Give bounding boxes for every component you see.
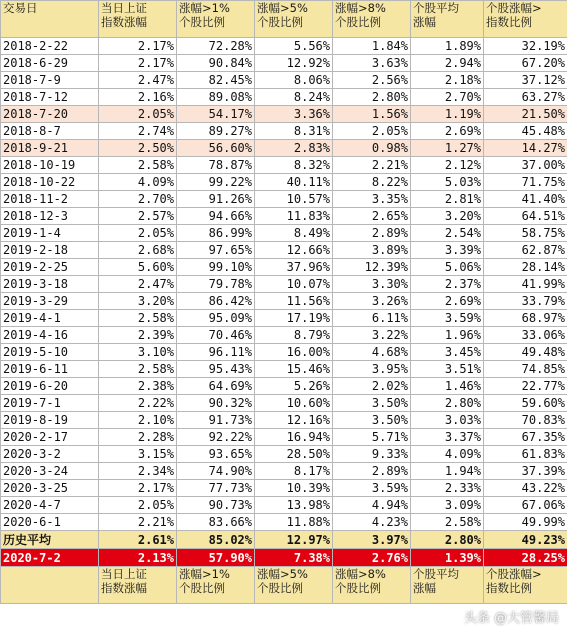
value-cell: 3.30% <box>333 276 411 293</box>
value-cell: 17.19% <box>255 310 333 327</box>
table-row <box>1 123 567 140</box>
table-row <box>1 378 567 395</box>
value-cell: 2.33% <box>411 480 484 497</box>
value-cell: 8.24% <box>255 89 333 106</box>
date-cell: 2019-6-11 <box>1 361 99 378</box>
date-cell: 2018-11-2 <box>1 191 99 208</box>
table-row <box>1 55 567 72</box>
value-cell: 8.17% <box>255 463 333 480</box>
value-cell: 2.68% <box>99 242 177 259</box>
footer-col-1: 当日上证 指数涨幅 <box>99 567 177 604</box>
value-cell: 4.09% <box>411 446 484 463</box>
date-cell: 2020-3-2 <box>1 446 99 463</box>
value-cell: 2.17% <box>99 38 177 55</box>
value-cell: 5.60% <box>99 259 177 276</box>
value-cell: 10.07% <box>255 276 333 293</box>
value-cell: 91.73% <box>177 412 255 429</box>
table-row <box>1 208 567 225</box>
date-cell: 2019-3-18 <box>1 276 99 293</box>
value-cell: 3.97% <box>333 531 411 549</box>
value-cell: 90.32% <box>177 395 255 412</box>
value-cell: 12.16% <box>255 412 333 429</box>
value-cell: 15.46% <box>255 361 333 378</box>
footer-col-3: 涨幅>5% 个股比例 <box>255 567 333 604</box>
value-cell: 8.79% <box>255 327 333 344</box>
value-cell: 12.92% <box>255 55 333 72</box>
value-cell: 54.17% <box>177 106 255 123</box>
value-cell: 3.50% <box>333 395 411 412</box>
value-cell: 3.59% <box>411 310 484 327</box>
value-cell: 1.94% <box>411 463 484 480</box>
value-cell: 2.17% <box>99 55 177 72</box>
value-cell: 2.83% <box>255 140 333 157</box>
value-cell: 2.39% <box>99 327 177 344</box>
value-cell: 2.89% <box>333 463 411 480</box>
value-cell: 59.60% <box>484 395 567 412</box>
date-cell: 2019-2-25 <box>1 259 99 276</box>
value-cell: 5.26% <box>255 378 333 395</box>
value-cell: 49.23% <box>484 531 567 549</box>
current-row <box>1 549 567 567</box>
value-cell: 2.80% <box>333 89 411 106</box>
value-cell: 28.25% <box>484 549 567 567</box>
value-cell: 2.34% <box>99 463 177 480</box>
value-cell: 97.65% <box>177 242 255 259</box>
value-cell: 8.06% <box>255 72 333 89</box>
table-row <box>1 242 567 259</box>
average-row <box>1 531 567 549</box>
value-cell: 2.47% <box>99 276 177 293</box>
value-cell: 49.48% <box>484 344 567 361</box>
footer-col-6: 个股涨幅> 指数比例 <box>484 567 567 604</box>
value-cell: 3.50% <box>333 412 411 429</box>
date-cell: 2018-2-22 <box>1 38 99 55</box>
value-cell: 4.68% <box>333 344 411 361</box>
value-cell: 40.11% <box>255 174 333 191</box>
value-cell: 3.15% <box>99 446 177 463</box>
value-cell: 3.59% <box>333 480 411 497</box>
value-cell: 1.84% <box>333 38 411 55</box>
value-cell: 10.57% <box>255 191 333 208</box>
value-cell: 1.46% <box>411 378 484 395</box>
date-cell: 2019-7-1 <box>1 395 99 412</box>
table-row <box>1 276 567 293</box>
value-cell: 2.10% <box>99 412 177 429</box>
value-cell: 16.94% <box>255 429 333 446</box>
value-cell: 2.69% <box>411 293 484 310</box>
value-cell: 2.05% <box>99 225 177 242</box>
header-col-2: 涨幅>1% 个股比例 <box>177 1 255 38</box>
value-cell: 3.95% <box>333 361 411 378</box>
value-cell: 61.83% <box>484 446 567 463</box>
value-cell: 58.75% <box>484 225 567 242</box>
value-cell: 93.65% <box>177 446 255 463</box>
value-cell: 2.28% <box>99 429 177 446</box>
value-cell: 86.99% <box>177 225 255 242</box>
value-cell: 90.73% <box>177 497 255 514</box>
value-cell: 3.36% <box>255 106 333 123</box>
value-cell: 11.83% <box>255 208 333 225</box>
value-cell: 62.87% <box>484 242 567 259</box>
table-row <box>1 412 567 429</box>
value-cell: 2.12% <box>411 157 484 174</box>
value-cell: 1.89% <box>411 38 484 55</box>
value-cell: 91.26% <box>177 191 255 208</box>
value-cell: 33.79% <box>484 293 567 310</box>
value-cell: 2.05% <box>333 123 411 140</box>
value-cell: 77.73% <box>177 480 255 497</box>
table-row <box>1 463 567 480</box>
value-cell: 2.74% <box>99 123 177 140</box>
table-header <box>1 1 567 38</box>
header-col-6: 个股涨幅> 指数比例 <box>484 1 567 38</box>
value-cell: 72.28% <box>177 38 255 55</box>
value-cell: 32.19% <box>484 38 567 55</box>
date-cell: 2020-6-1 <box>1 514 99 531</box>
table-row <box>1 140 567 157</box>
value-cell: 2.16% <box>99 89 177 106</box>
value-cell: 2.56% <box>333 72 411 89</box>
footer-col-4: 涨幅>8% 个股比例 <box>333 567 411 604</box>
value-cell: 28.50% <box>255 446 333 463</box>
table-row <box>1 395 567 412</box>
table-body <box>1 38 567 567</box>
date-cell: 2018-10-19 <box>1 157 99 174</box>
value-cell: 8.32% <box>255 157 333 174</box>
value-cell: 2.58% <box>99 361 177 378</box>
value-cell: 2.02% <box>333 378 411 395</box>
date-cell: 2019-4-1 <box>1 310 99 327</box>
date-cell: 2019-8-19 <box>1 412 99 429</box>
value-cell: 11.88% <box>255 514 333 531</box>
value-cell: 41.99% <box>484 276 567 293</box>
value-cell: 71.75% <box>484 174 567 191</box>
value-cell: 67.35% <box>484 429 567 446</box>
value-cell: 74.85% <box>484 361 567 378</box>
value-cell: 2.58% <box>99 157 177 174</box>
date-cell: 2018-7-12 <box>1 89 99 106</box>
value-cell: 2.50% <box>99 140 177 157</box>
value-cell: 5.03% <box>411 174 484 191</box>
value-cell: 3.37% <box>411 429 484 446</box>
value-cell: 37.39% <box>484 463 567 480</box>
value-cell: 1.56% <box>333 106 411 123</box>
value-cell: 2.69% <box>411 123 484 140</box>
value-cell: 3.45% <box>411 344 484 361</box>
value-cell: 1.19% <box>411 106 484 123</box>
table-row <box>1 106 567 123</box>
value-cell: 2.38% <box>99 378 177 395</box>
value-cell: 2.47% <box>99 72 177 89</box>
value-cell: 2.05% <box>99 106 177 123</box>
value-cell: 2.70% <box>99 191 177 208</box>
value-cell: 3.35% <box>333 191 411 208</box>
value-cell: 5.56% <box>255 38 333 55</box>
value-cell: 2.89% <box>333 225 411 242</box>
value-cell: 94.66% <box>177 208 255 225</box>
value-cell: 67.20% <box>484 55 567 72</box>
value-cell: 64.69% <box>177 378 255 395</box>
value-cell: 3.10% <box>99 344 177 361</box>
table-row <box>1 327 567 344</box>
value-cell: 3.03% <box>411 412 484 429</box>
value-cell: 2.58% <box>411 514 484 531</box>
value-cell: 10.39% <box>255 480 333 497</box>
footer-col-5: 个股平均 涨幅 <box>411 567 484 604</box>
value-cell: 2.58% <box>99 310 177 327</box>
value-cell: 82.45% <box>177 72 255 89</box>
value-cell: 6.11% <box>333 310 411 327</box>
table-row <box>1 38 567 55</box>
value-cell: 4.23% <box>333 514 411 531</box>
value-cell: 3.09% <box>411 497 484 514</box>
value-cell: 0.98% <box>333 140 411 157</box>
value-cell: 83.66% <box>177 514 255 531</box>
date-cell: 2018-9-21 <box>1 140 99 157</box>
watermark: 头条 @大管馨局 <box>463 611 559 626</box>
value-cell: 70.46% <box>177 327 255 344</box>
footer-col-0 <box>1 567 99 604</box>
value-cell: 2.18% <box>411 72 484 89</box>
date-cell: 2018-8-7 <box>1 123 99 140</box>
value-cell: 14.27% <box>484 140 567 157</box>
value-cell: 8.49% <box>255 225 333 242</box>
table-row <box>1 514 567 531</box>
value-cell: 2.70% <box>411 89 484 106</box>
value-cell: 86.42% <box>177 293 255 310</box>
value-cell: 3.89% <box>333 242 411 259</box>
value-cell: 9.33% <box>333 446 411 463</box>
value-cell: 2.65% <box>333 208 411 225</box>
value-cell: 33.06% <box>484 327 567 344</box>
value-cell: 3.63% <box>333 55 411 72</box>
date-cell: 2020-3-24 <box>1 463 99 480</box>
header-col-5: 个股平均 涨幅 <box>411 1 484 38</box>
date-cell: 2019-6-20 <box>1 378 99 395</box>
table-footer-header <box>1 567 567 604</box>
value-cell: 63.27% <box>484 89 567 106</box>
value-cell: 2.17% <box>99 480 177 497</box>
date-cell: 2019-3-29 <box>1 293 99 310</box>
date-cell: 2018-12-3 <box>1 208 99 225</box>
date-cell: 2019-1-4 <box>1 225 99 242</box>
value-cell: 41.40% <box>484 191 567 208</box>
date-cell: 2018-7-20 <box>1 106 99 123</box>
value-cell: 2.80% <box>411 531 484 549</box>
value-cell: 5.06% <box>411 259 484 276</box>
table-row <box>1 361 567 378</box>
footer-col-2: 涨幅>1% 个股比例 <box>177 567 255 604</box>
table-row <box>1 72 567 89</box>
value-cell: 89.08% <box>177 89 255 106</box>
table-row <box>1 225 567 242</box>
value-cell: 22.77% <box>484 378 567 395</box>
value-cell: 3.22% <box>333 327 411 344</box>
value-cell: 7.38% <box>255 549 333 567</box>
value-cell: 13.98% <box>255 497 333 514</box>
value-cell: 85.02% <box>177 531 255 549</box>
value-cell: 12.66% <box>255 242 333 259</box>
value-cell: 99.22% <box>177 174 255 191</box>
value-cell: 4.94% <box>333 497 411 514</box>
value-cell: 96.11% <box>177 344 255 361</box>
table-row <box>1 497 567 514</box>
value-cell: 16.00% <box>255 344 333 361</box>
value-cell: 3.20% <box>99 293 177 310</box>
table-row <box>1 157 567 174</box>
value-cell: 1.27% <box>411 140 484 157</box>
value-cell: 8.22% <box>333 174 411 191</box>
value-cell: 49.99% <box>484 514 567 531</box>
value-cell: 5.71% <box>333 429 411 446</box>
value-cell: 70.83% <box>484 412 567 429</box>
value-cell: 2.22% <box>99 395 177 412</box>
header-col-3: 涨幅>5% 个股比例 <box>255 1 333 38</box>
table-row <box>1 89 567 106</box>
value-cell: 12.39% <box>333 259 411 276</box>
value-cell: 68.97% <box>484 310 567 327</box>
value-cell: 28.14% <box>484 259 567 276</box>
value-cell: 95.09% <box>177 310 255 327</box>
table-row <box>1 259 567 276</box>
value-cell: 2.94% <box>411 55 484 72</box>
table-row <box>1 191 567 208</box>
value-cell: 45.48% <box>484 123 567 140</box>
value-cell: 2.21% <box>333 157 411 174</box>
value-cell: 95.43% <box>177 361 255 378</box>
value-cell: 1.96% <box>411 327 484 344</box>
date-cell: 2019-4-16 <box>1 327 99 344</box>
value-cell: 1.39% <box>411 549 484 567</box>
value-cell: 4.09% <box>99 174 177 191</box>
value-cell: 2.21% <box>99 514 177 531</box>
table-row <box>1 310 567 327</box>
value-cell: 2.37% <box>411 276 484 293</box>
value-cell: 57.90% <box>177 549 255 567</box>
value-cell: 2.81% <box>411 191 484 208</box>
table-row <box>1 293 567 310</box>
value-cell: 2.05% <box>99 497 177 514</box>
value-cell: 37.96% <box>255 259 333 276</box>
value-cell: 2.57% <box>99 208 177 225</box>
value-cell: 37.12% <box>484 72 567 89</box>
date-cell: 2020-4-7 <box>1 497 99 514</box>
value-cell: 89.27% <box>177 123 255 140</box>
date-cell: 2018-7-9 <box>1 72 99 89</box>
value-cell: 3.26% <box>333 293 411 310</box>
value-cell: 78.87% <box>177 157 255 174</box>
value-cell: 10.60% <box>255 395 333 412</box>
value-cell: 56.60% <box>177 140 255 157</box>
value-cell: 2.54% <box>411 225 484 242</box>
date-cell: 2018-6-29 <box>1 55 99 72</box>
value-cell: 2.76% <box>333 549 411 567</box>
value-cell: 3.20% <box>411 208 484 225</box>
table-row <box>1 446 567 463</box>
header-col-4: 涨幅>8% 个股比例 <box>333 1 411 38</box>
date-cell: 2020-7-2 <box>1 549 99 567</box>
value-cell: 79.78% <box>177 276 255 293</box>
value-cell: 21.50% <box>484 106 567 123</box>
value-cell: 3.51% <box>411 361 484 378</box>
table-row <box>1 174 567 191</box>
value-cell: 43.22% <box>484 480 567 497</box>
header-col-0: 交易日 <box>1 1 99 38</box>
value-cell: 2.61% <box>99 531 177 549</box>
value-cell: 37.00% <box>484 157 567 174</box>
date-cell: 2018-10-22 <box>1 174 99 191</box>
date-cell: 2019-5-10 <box>1 344 99 361</box>
date-cell: 历史平均 <box>1 531 99 549</box>
value-cell: 11.56% <box>255 293 333 310</box>
value-cell: 8.31% <box>255 123 333 140</box>
date-cell: 2019-2-18 <box>1 242 99 259</box>
value-cell: 64.51% <box>484 208 567 225</box>
table-row <box>1 480 567 497</box>
value-cell: 74.90% <box>177 463 255 480</box>
date-cell: 2020-3-25 <box>1 480 99 497</box>
header-col-1: 当日上证 指数涨幅 <box>99 1 177 38</box>
value-cell: 3.39% <box>411 242 484 259</box>
value-cell: 12.97% <box>255 531 333 549</box>
table-row <box>1 429 567 446</box>
value-cell: 92.22% <box>177 429 255 446</box>
date-cell: 2020-2-17 <box>1 429 99 446</box>
value-cell: 90.84% <box>177 55 255 72</box>
value-cell: 2.80% <box>411 395 484 412</box>
value-cell: 99.10% <box>177 259 255 276</box>
value-cell: 67.06% <box>484 497 567 514</box>
value-cell: 2.13% <box>99 549 177 567</box>
table-row <box>1 344 567 361</box>
